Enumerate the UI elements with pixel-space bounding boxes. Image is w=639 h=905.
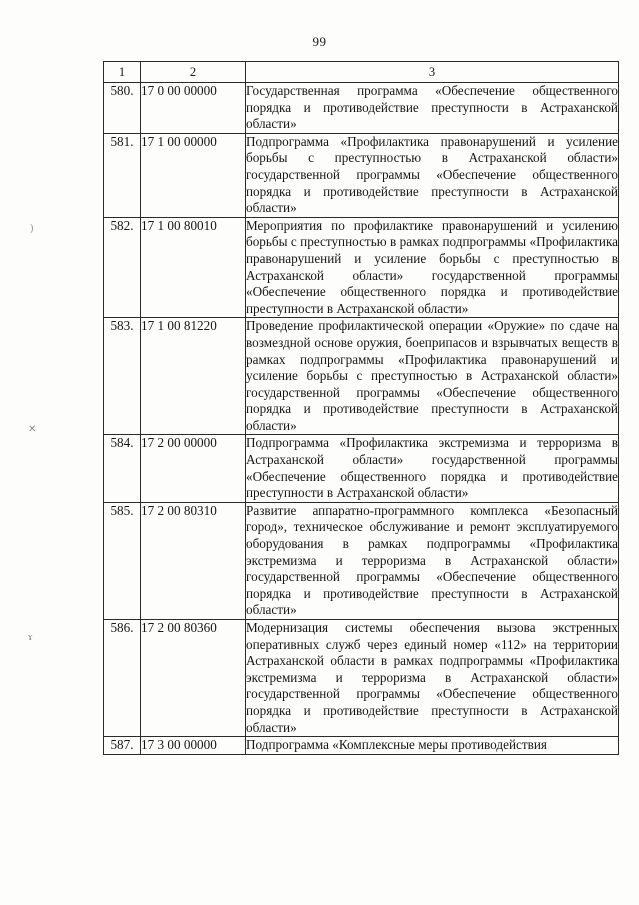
row-name: Подпрограмма «Профилактика экстремизма и терроризма в Астраханской области» государственной программы «Обеспечение общественного порядка и противодействие преступности в Астраханской области»: [246, 435, 619, 502]
table-row: [104, 737, 619, 755]
row-name: Проведение профилактической операции «Оружие» по сдаче на возмездной основе оружия, боеприпасов и взрывчатых веществ в рамках подпрограммы «Профилактика правонарушений и усиление борьбы с преступностью в Астраханской области» государственной программы «Обеспечение общественного порядка и противодействие преступности в Астраханской области»: [246, 318, 619, 435]
header-column-3: 3: [246, 62, 619, 83]
row-number: 587.: [104, 737, 141, 755]
row-code: 17 1 00 80010: [141, 217, 246, 318]
row-name: Подпрограмма «Профилактика правонарушений и усиление борьбы с преступностью в Астраханской области» государственной программы «Обеспечение общественного порядка и противодействие преступности в Астраханской области»: [246, 133, 619, 217]
row-number: 584.: [104, 435, 141, 502]
table-row: [104, 318, 619, 435]
scan-mark: ɤ: [28, 632, 33, 643]
table-row: [104, 217, 619, 318]
table-row: [104, 620, 619, 737]
row-name: Государственная программа «Обеспечение общественного порядка и противодействие преступности в Астраханской области»: [246, 83, 619, 134]
row-name: Подпрограмма «Комплексные меры противодействия: [246, 737, 619, 755]
table-row: [104, 502, 619, 619]
table-row: [104, 133, 619, 217]
row-code: 17 2 00 80360: [141, 620, 246, 737]
page-number: 99: [312, 34, 327, 49]
budget-classification-table: [103, 61, 619, 755]
row-number: 586.: [104, 620, 141, 737]
row-code: 17 1 00 00000: [141, 133, 246, 217]
row-name: Мероприятия по профилактике правонарушений и усилению борьбы с преступностью в рамках подпрограммы «Профилактика правонарушений и усиление борьбы с преступностью в Астраханской области» государственной программы «Обеспечение общественного порядка и противодействие преступности в Астраханской области»: [246, 217, 619, 318]
row-code: 17 3 00 00000: [141, 737, 246, 755]
row-name: Модернизация системы обеспечения вызова экстренных оперативных служб через единый номер «112» на территории Астраханской области в рамках подпрограммы «Профилактика экстремизма и терроризма в Астраханской области» государственной программы «Обеспечение общественного порядка и противодействие преступности в Астраханской области»: [246, 620, 619, 737]
row-code: 17 2 00 80310: [141, 502, 246, 619]
row-code: 17 0 00 00000: [141, 83, 246, 134]
row-number: 582.: [104, 217, 141, 318]
header-column-2: 2: [141, 62, 246, 83]
scan-mark: ): [30, 223, 34, 234]
row-name: Развитие аппаратно-программного комплекса «Безопасный город», техническое обслуживание и ремонт эксплуатируемого оборудования в рамках подпрограммы «Профилактика экстремизма и терроризма в Астраханской области» государственной программы «Обеспечение общественного порядка и противодействие преступности в Астраханской области»: [246, 502, 619, 619]
table-header-row: [104, 62, 619, 83]
scan-mark: ✕: [28, 424, 37, 435]
row-code: 17 2 00 00000: [141, 435, 246, 502]
row-number: 583.: [104, 318, 141, 435]
table-row: [104, 83, 619, 134]
table-row: [104, 435, 619, 502]
header-column-1: 1: [104, 62, 141, 83]
row-number: 581.: [104, 133, 141, 217]
row-number: 585.: [104, 502, 141, 619]
row-number: 580.: [104, 83, 141, 134]
row-code: 17 1 00 81220: [141, 318, 246, 435]
